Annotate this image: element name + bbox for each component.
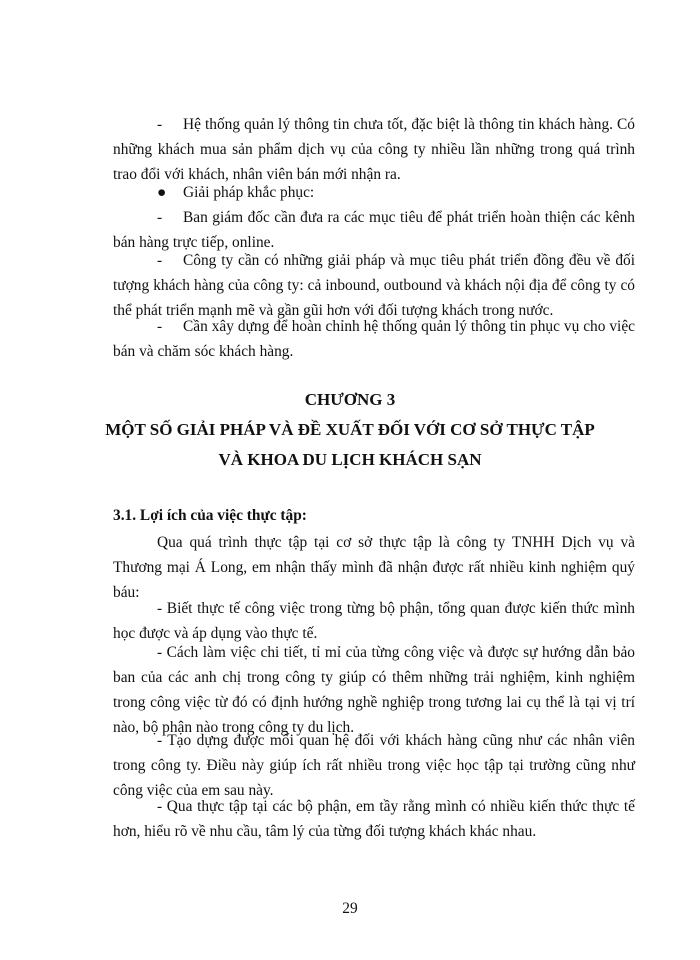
dash-marker: - <box>157 252 163 269</box>
paragraph-info-system: - Hệ thống quản lý thông tin chưa tốt, đặc biệt là thông tin khách hàng. Có những khách mua sản phẩm dịch vụ của công ty nhiều lần những trong quá trình trao đổi với khách, nhân viên bán mới nhận ra. <box>113 112 635 187</box>
dash-marker: - <box>157 116 163 133</box>
benefit-item: - Cách làm việc chi tiết, tỉ mỉ của từng công việc và được sự hướng dẫn bảo ban của các anh chị trong công ty giúp có thêm những trải nghiệm, kinh nghiệm trong công việc từ đó có định hướng nghề nghiệp trong tương lai cụ thể là tại vị trí nào, bộ phận nào trong công ty du lịch. <box>113 644 635 736</box>
benefit-item: - Tạo dựng được mối quan hệ đối với khách hàng cũng như các nhân viên trong công ty. Điều này giúp ích rất nhiều trong việc học tập tại trường cũng như công việc của em sau này. <box>113 732 635 799</box>
dash-marker: - <box>157 209 163 226</box>
chapter-number: CHƯƠNG 3 <box>304 390 396 409</box>
chapter-title-line2: VÀ KHOA DU LỊCH KHÁCH SẠN <box>218 450 482 469</box>
paragraph-info-management: - Cần xây dựng để hoàn chỉnh hệ thống quản lý thông tin phục vụ cho việc bán và chăm sóc khách hàng. <box>113 314 635 364</box>
chapter-title-line1: MỘT SỐ GIẢI PHÁP VÀ ĐỀ XUẤT ĐỐI VỚI CƠ SỞ THỰC TẬP <box>105 420 595 439</box>
paragraph-customer-targets: - Công ty cần có những giải pháp và mục tiêu phát triển đồng đều về đối tượng khách hàng của công ty: cả inbound, outbound và khách nội địa để công ty có thể phát triển mạnh mẽ và gần gũi hơn với đối tượng khách trong nước. <box>113 248 635 323</box>
section-intro: Qua quá trình thực tập tại cơ sở thực tập là công ty TNHH Dịch vụ và Thương mại Á Long, em nhận thấy mình đã nhận được rất nhiều kinh nghiệm quý báu: <box>113 534 635 601</box>
bullet-solution: ● Giải pháp khắc phục: <box>157 180 314 205</box>
paragraph-sales-channels: - Ban giám đốc cần đưa ra các mục tiêu để phát triển hoàn thiện các kênh bán hàng trực tiếp, online. <box>113 205 635 255</box>
dash-marker: - <box>157 318 163 335</box>
page-number: 29 <box>342 900 358 917</box>
bullet-dot-icon: ● <box>157 184 167 201</box>
benefit-item: - Qua thực tập tại các bộ phận, em tầy rằng mình có nhiều kiến thức thực tế hơn, hiểu rõ về nhu cầu, tâm lý của từng đối tượng khách khác nhau. <box>113 798 635 840</box>
benefit-item: - Biết thực tế công việc trong từng bộ phận, tổng quan được kiến thức mình học được và áp dụng vào thực tế. <box>113 600 635 642</box>
section-heading: 3.1. Lợi ích của việc thực tập: <box>113 507 307 524</box>
